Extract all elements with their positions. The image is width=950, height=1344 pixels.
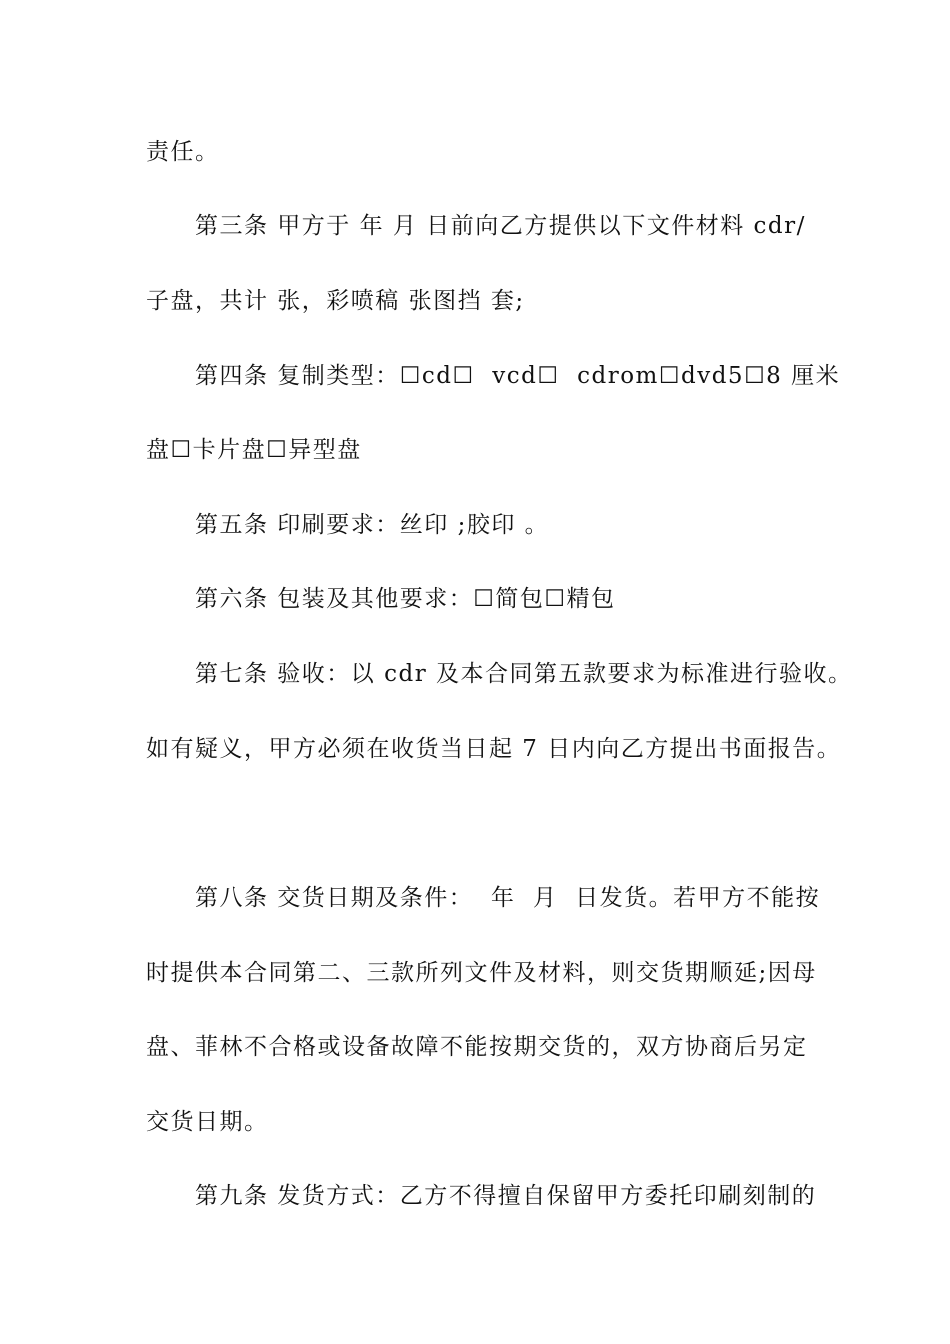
article-5-line: 第五条 印刷要求：丝印 ;胶印 。 <box>195 512 550 538</box>
text-line: 子盘，共计 张，彩喷稿 张图挡 套; <box>146 288 525 314</box>
article-7-line: 第七条 验收：以 cdr 及本合同第五款要求为标准进行验收。 <box>195 661 853 687</box>
article-6-line: 第六条 包装及其他要求：☐简包☐精包 <box>195 586 616 612</box>
article-3-line: 第三条 甲方于 年 月 日前向乙方提供以下文件材料 cdr/ <box>195 213 806 239</box>
article-9-line: 第九条 发货方式：乙方不得擅自保留甲方委托印刷刻制的 <box>195 1183 817 1209</box>
article-4-line: 第四条 复制类型：☐cd☐ vcd☐ cdrom☐dvd5☐8 厘米 <box>195 363 841 389</box>
text-line: 盘、菲林不合格或设备故障不能按期交货的，双方协商后另定 <box>146 1034 808 1060</box>
text-line: 责任。 <box>146 139 220 165</box>
text-line: 交货日期。 <box>146 1109 269 1135</box>
text-line: 盘☐卡片盘☐异型盘 <box>146 437 362 463</box>
text-line: 如有疑义，甲方必须在收货当日起 7 日内向乙方提出书面报告。 <box>146 736 842 762</box>
article-8-line: 第八条 交货日期及条件： 年 月 日发货。若甲方不能按 <box>195 885 821 911</box>
text-line: 时提供本合同第二、三款所列文件及材料，则交货期顺延;因母 <box>146 960 817 986</box>
